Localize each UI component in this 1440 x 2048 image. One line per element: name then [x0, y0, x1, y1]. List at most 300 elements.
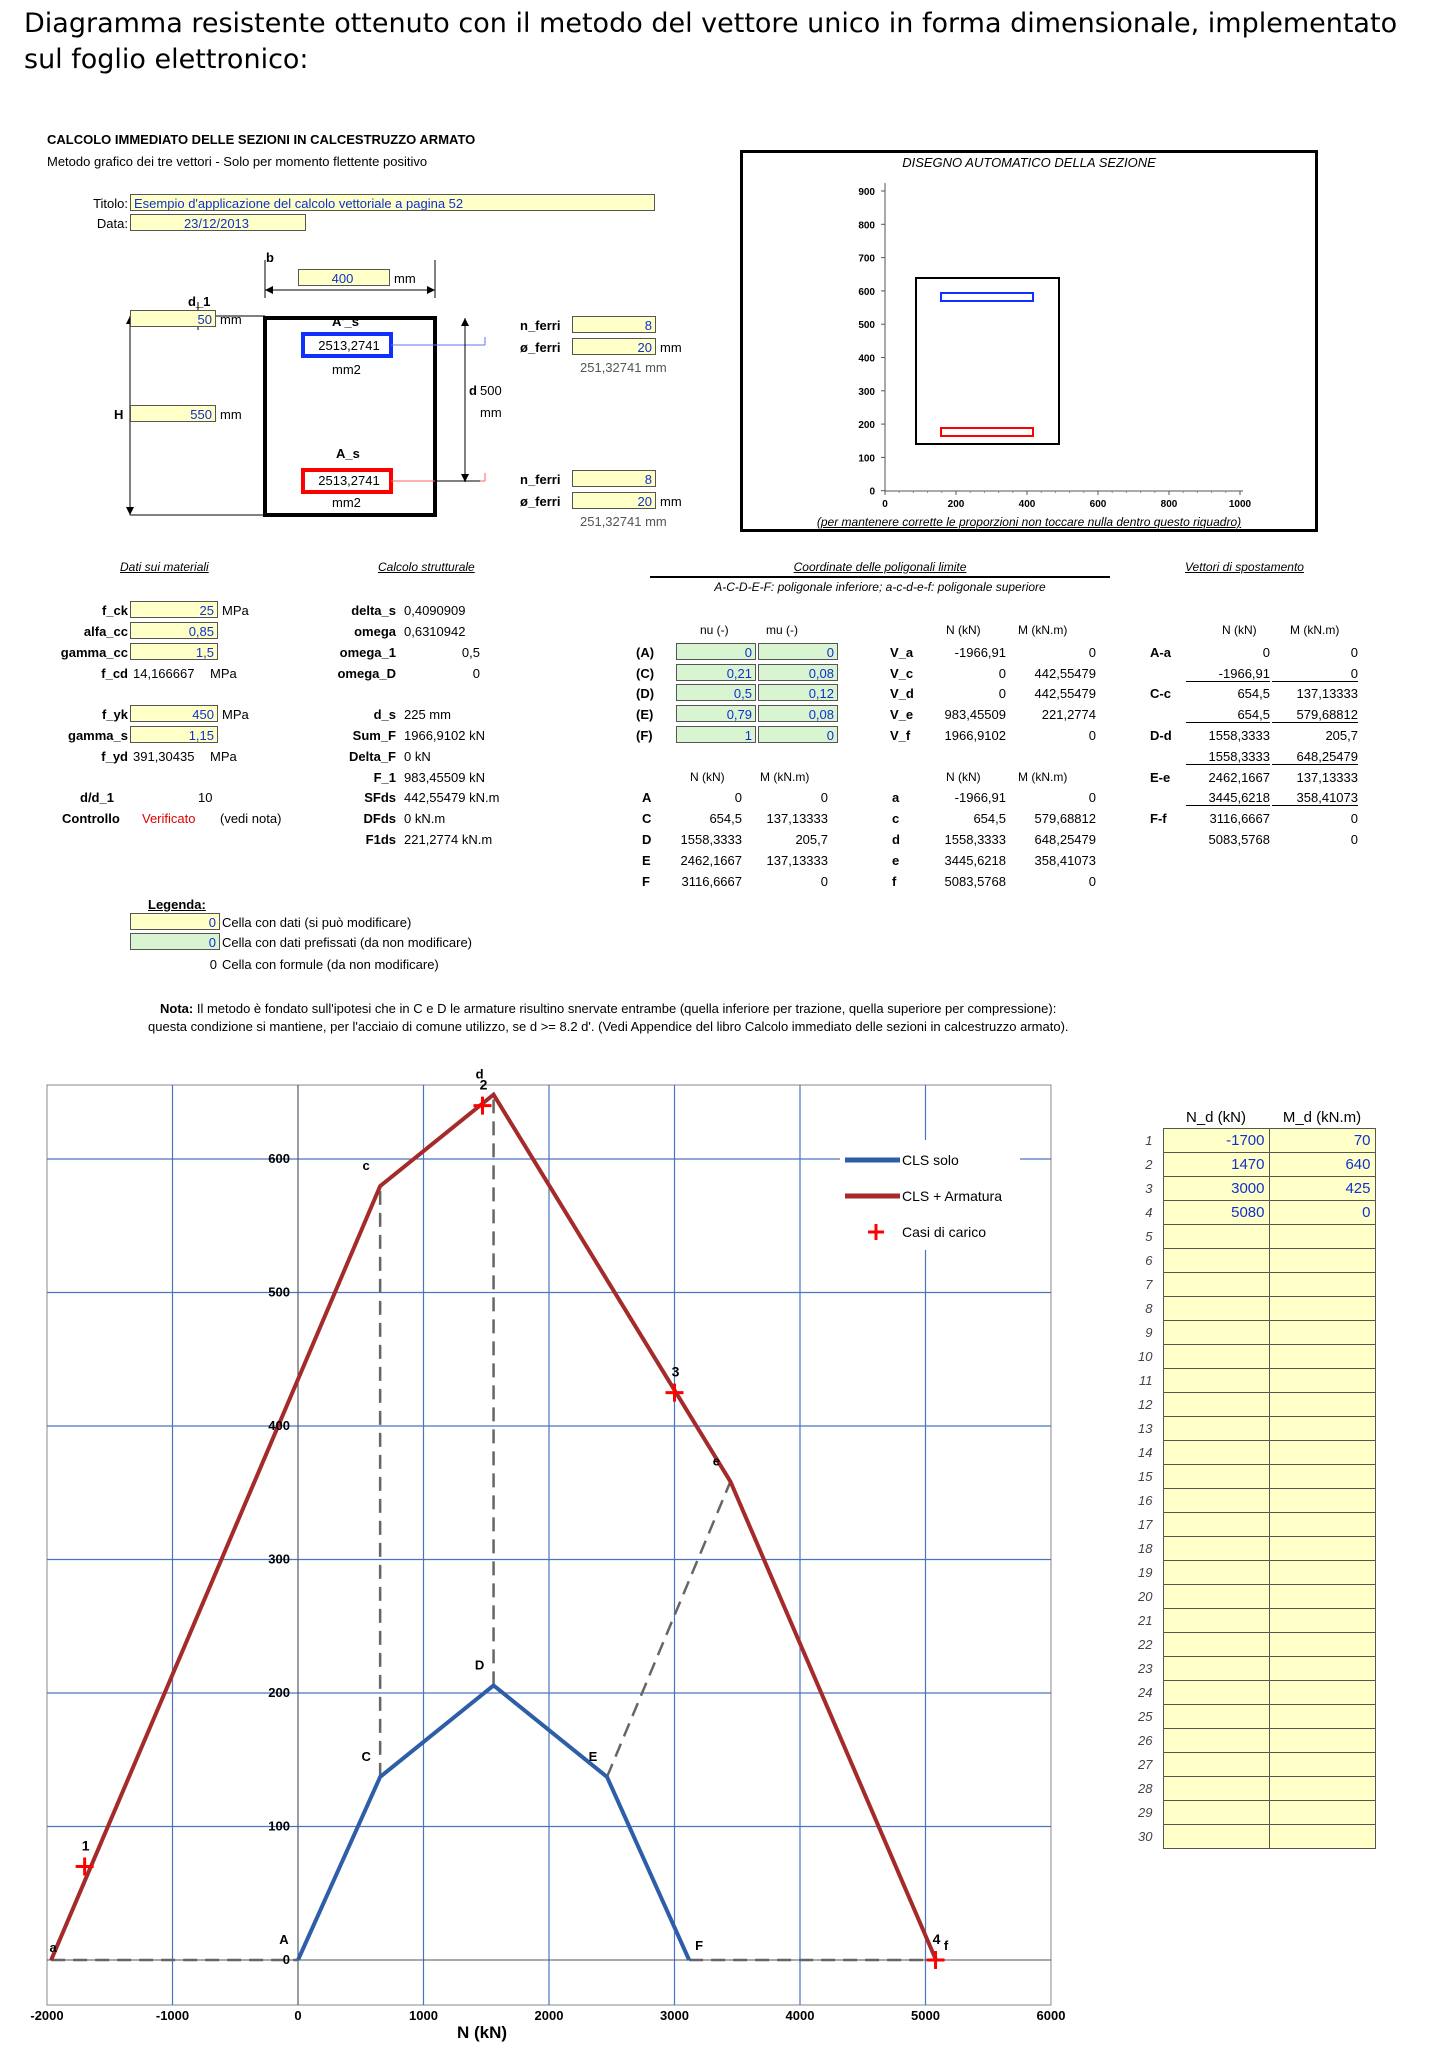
calc-value: 225 mm: [404, 707, 451, 722]
mu-cell: 0,08: [758, 664, 838, 681]
drawing-xtick: 400: [1018, 499, 1036, 510]
load-N-cell[interactable]: [1163, 1537, 1269, 1561]
load-N-cell[interactable]: [1163, 1777, 1269, 1801]
shift-N: 0: [1262, 645, 1270, 660]
As-unit: mm2: [332, 495, 361, 510]
note-line-2: questa condizione si mantiene, per l'acciaio di comune utilizzo, se d >= 8.2 d'. (Vedi Appendice del libro Calcolo immediato delle sezioni in calcestruzzo armato).: [148, 1019, 1069, 1034]
calc-label: omega: [354, 624, 396, 639]
load-N-cell[interactable]: [1163, 1369, 1269, 1393]
load-N-cell[interactable]: [1163, 1273, 1269, 1297]
vec-M: 0: [1088, 645, 1096, 660]
calc-value: 221,2774 kN.m: [404, 832, 493, 847]
load-M-cell[interactable]: 70: [1269, 1129, 1375, 1153]
load-N-cell[interactable]: [1163, 1753, 1269, 1777]
As1-unit: mm2: [332, 362, 361, 377]
load-row: [1117, 1465, 1375, 1489]
n-ferri-bot-input[interactable]: 8: [572, 470, 656, 487]
vec-tag: V_a: [890, 645, 914, 660]
numu-tag: (C): [636, 666, 655, 681]
mu-cell: 0: [758, 643, 838, 660]
lower-N: 0: [734, 790, 742, 805]
load-M-cell[interactable]: [1269, 1753, 1375, 1777]
x-tick-label: 2000: [534, 2008, 564, 2023]
shift-N: 654,5: [1237, 686, 1270, 701]
load-row: [1117, 1609, 1375, 1633]
calc-label: F1ds: [365, 832, 396, 847]
load-N-cell[interactable]: [1163, 1393, 1269, 1417]
calc-value: 1966,9102 kN: [404, 728, 485, 743]
row-index: 15: [1138, 1469, 1153, 1484]
upper-tag: f: [892, 874, 897, 889]
note-bold: Nota:: [160, 1001, 194, 1016]
d-unit: mm: [480, 405, 502, 420]
sheet-subtitle: Metodo grafico dei tre vettori - Solo per momento flettente positivo: [47, 154, 428, 169]
load-M-cell[interactable]: 425: [1269, 1177, 1375, 1201]
load-N-cell[interactable]: 5080: [1163, 1201, 1269, 1225]
load-M-cell[interactable]: [1269, 1825, 1375, 1849]
legend-title: Legenda:: [148, 897, 206, 912]
phi-ferri-top-unit: mm: [660, 340, 682, 355]
x-tick-label: 5000: [911, 2008, 940, 2023]
load-M-cell[interactable]: 640: [1269, 1153, 1375, 1177]
load-M-cell[interactable]: [1269, 1393, 1375, 1417]
y-tick-label: 300: [268, 1551, 290, 1567]
coord-subheader: A-C-D-E-F: poligonale inferiore; a-c-d-e-f: poligonale superiore: [714, 580, 1046, 594]
load-N-cell[interactable]: [1163, 1417, 1269, 1441]
section-drawing-box: [740, 150, 1318, 532]
load-N-cell[interactable]: [1163, 1585, 1269, 1609]
shift-M: 205,7: [1325, 728, 1358, 743]
lower-M: 0: [820, 874, 828, 889]
upper-N: 1558,3333: [944, 832, 1006, 847]
load-N-cell[interactable]: [1163, 1441, 1269, 1465]
upper-M-header: M (kN.m): [1018, 770, 1068, 784]
shift-N-header: N (kN): [1222, 623, 1257, 637]
load-row: [1117, 1273, 1375, 1297]
shift-header: Vettori di spostamento: [1185, 560, 1304, 574]
material-input[interactable]: 25: [130, 601, 218, 618]
intro-text: Diagramma resistente ottenuto con il metodo del vettore unico in forma dimensionale, implementato sul foglio elettronico:: [24, 8, 1398, 75]
shift-M: 0: [1350, 811, 1358, 826]
row-index: 14: [1138, 1445, 1153, 1460]
nu-cell: 0: [676, 643, 756, 660]
vec-tag: V_c: [890, 666, 914, 681]
data-label: Data:: [96, 216, 128, 231]
material-unit: MPa: [222, 603, 249, 618]
load-N-cell[interactable]: [1163, 1465, 1269, 1489]
n-ferri-top-input[interactable]: 8: [572, 316, 656, 333]
load-case-label: 3: [671, 1363, 680, 1380]
load-N-cell[interactable]: [1163, 1561, 1269, 1585]
drawing-ytick: 800: [858, 220, 875, 232]
load-N-cell[interactable]: [1163, 1321, 1269, 1345]
row-index: 19: [1138, 1565, 1153, 1580]
note-line-1: Nota: Il metodo è fondato sull'ipotesi che in C e D le armature risultino snervate entrambe (quella inferiore per trazione, quella superiore per compressione):: [160, 1001, 1057, 1016]
load-row: [1117, 1537, 1375, 1561]
material-label: gamma_cc: [60, 645, 128, 660]
load-row: [1117, 1177, 1375, 1201]
load-case-label: 2: [479, 1076, 488, 1093]
upper-tag: c: [892, 811, 900, 826]
lower-M-header: M (kN.m): [760, 770, 810, 784]
y-tick-label: 0: [282, 1952, 290, 1967]
nu-cell: 1: [676, 726, 756, 743]
chart-legend: [840, 1140, 1020, 1250]
upper-N: 5083,5768: [944, 874, 1006, 889]
drawing-xtick: 600: [1089, 499, 1107, 510]
calc-value: 983,45509 kN: [404, 770, 485, 785]
steel-label: f_yd: [101, 749, 128, 764]
legend-entry: Casi di carico: [902, 1224, 987, 1240]
vertex-label: e: [712, 1453, 721, 1469]
load-row: [1117, 1489, 1375, 1513]
calc-label: Delta_F: [349, 749, 396, 764]
load-M-cell[interactable]: [1269, 1417, 1375, 1441]
load-M-cell[interactable]: [1269, 1801, 1375, 1825]
upper-M: 358,41073: [1034, 853, 1096, 868]
load-N-cell[interactable]: [1163, 1681, 1269, 1705]
vec-tag: V_f: [890, 728, 911, 743]
load-row: [1117, 1441, 1375, 1465]
vertex-label: C: [361, 1748, 371, 1764]
steel-label: gamma_s: [68, 728, 128, 743]
material-value: 14,166667: [133, 666, 195, 681]
load-N-cell[interactable]: [1163, 1609, 1269, 1633]
load-N-cell[interactable]: 1470: [1163, 1153, 1269, 1177]
legend-input-text: Cella con dati (si può modificare): [222, 915, 412, 930]
drawing-ytick: 600: [858, 286, 875, 298]
steel-input[interactable]: 1,15: [130, 726, 218, 743]
lower-M: 137,13333: [766, 853, 828, 868]
material-input[interactable]: 1,5: [130, 643, 218, 660]
material-input[interactable]: 0,85: [130, 622, 218, 639]
drawing-ytick: 900: [858, 187, 875, 198]
load-M-cell[interactable]: [1269, 1681, 1375, 1705]
n-ferri-bot-label: n_ferri: [520, 472, 561, 487]
load-M-cell[interactable]: [1269, 1777, 1375, 1801]
row-index: 23: [1138, 1661, 1153, 1676]
x-tick-label: -1000: [155, 2008, 190, 2023]
load-M-cell[interactable]: [1269, 1585, 1375, 1609]
lower-N: 1558,3333: [680, 832, 742, 847]
calc-label: delta_s: [351, 603, 396, 618]
load-N-cell[interactable]: [1163, 1225, 1269, 1249]
shift-N: -1966,91: [1186, 666, 1270, 682]
load-N-cell[interactable]: [1163, 1825, 1269, 1849]
load-row: [1117, 1297, 1375, 1321]
load-row: [1117, 1129, 1375, 1153]
vertex-label: F: [695, 1938, 704, 1953]
row-index: 21: [1138, 1613, 1153, 1628]
shift-N: 2462,1667: [1208, 770, 1270, 785]
numu-tag: (D): [636, 686, 655, 701]
load-M-cell[interactable]: [1269, 1561, 1375, 1585]
load-M-cell[interactable]: [1269, 1465, 1375, 1489]
row-index: 18: [1138, 1541, 1153, 1556]
d1-input[interactable]: 50: [130, 310, 216, 327]
load-N-cell[interactable]: [1163, 1633, 1269, 1657]
drawing-ytick: 400: [858, 353, 875, 365]
legend-entry: CLS solo: [902, 1152, 959, 1168]
load-row: [1117, 1345, 1375, 1369]
mu-cell: 0: [758, 726, 838, 743]
titolo-input[interactable]: Esempio d'applicazione del calcolo vettoriale a pagina 52: [130, 194, 655, 211]
x-tick-label: -2000: [30, 2008, 64, 2023]
load-N-cell[interactable]: [1163, 1801, 1269, 1825]
load-M-cell[interactable]: [1269, 1321, 1375, 1345]
lower-tag: D: [642, 832, 652, 847]
row-index: 20: [1138, 1589, 1153, 1604]
upper-M: 0: [1088, 874, 1096, 889]
shift-M: 0: [1350, 832, 1358, 847]
shift-tag: A-a: [1150, 645, 1171, 660]
row-index: 22: [1138, 1637, 1153, 1652]
load-row: [1117, 1561, 1375, 1585]
x-tick-label: 1000: [409, 2008, 438, 2023]
vertex-label: A: [279, 1932, 289, 1947]
load-M-cell[interactable]: [1269, 1705, 1375, 1729]
calc-value: 442,55479 kN.m: [404, 790, 500, 805]
row-index: 27: [1138, 1757, 1153, 1772]
material-label: f_cd: [101, 666, 128, 681]
phi-ferri-top-input[interactable]: 20: [572, 338, 656, 355]
y-tick-label: 100: [268, 1818, 290, 1834]
load-M-cell[interactable]: [1269, 1225, 1375, 1249]
load-N-cell[interactable]: [1163, 1705, 1269, 1729]
load-M-cell[interactable]: [1269, 1345, 1375, 1369]
controllo-label: Controllo: [62, 811, 120, 826]
As1-label: A'_s: [332, 314, 359, 329]
load-row: [1117, 1681, 1375, 1705]
shift-N: 3116,6667: [1209, 811, 1270, 826]
H-input[interactable]: 550: [130, 405, 216, 422]
vec-N-header: N (kN): [946, 623, 981, 637]
load-N-cell[interactable]: 3000: [1163, 1177, 1269, 1201]
load-row: [1117, 1201, 1375, 1225]
numu-tag: (A): [636, 645, 655, 660]
sheet-title: CALCOLO IMMEDIATO DELLE SEZIONI IN CALCESTRUZZO ARMATO: [47, 132, 476, 147]
load-N-cell[interactable]: [1163, 1513, 1269, 1537]
load-row: [1117, 1657, 1375, 1681]
shift-M: 579,68812: [1272, 707, 1358, 723]
load-M-cell[interactable]: [1269, 1369, 1375, 1393]
legend-fixed-text: Cella con dati prefissati (da non modificare): [222, 935, 473, 950]
As-value: 2513,2741: [318, 473, 380, 488]
load-M-cell[interactable]: [1269, 1249, 1375, 1273]
calc-value: 0,5: [461, 645, 480, 660]
load-M-cell[interactable]: [1269, 1609, 1375, 1633]
load-M-cell[interactable]: [1269, 1729, 1375, 1753]
row-index: 13: [1138, 1421, 1153, 1436]
upper-N: 654,5: [973, 811, 1006, 826]
vec-tag: V_d: [890, 686, 914, 701]
load-case-label: 4: [932, 1931, 941, 1947]
load-N-cell[interactable]: [1163, 1657, 1269, 1681]
calc-label: d_s: [373, 707, 396, 722]
phi-ferri-bot-input[interactable]: 20: [572, 492, 656, 509]
load-row: [1117, 1729, 1375, 1753]
mu-header: mu (-): [766, 623, 798, 637]
calc-label: Sum_F: [352, 728, 396, 743]
calc-label: SFds: [364, 790, 396, 805]
drawing-ytick: 300: [858, 386, 875, 398]
drawing-title: DISEGNO AUTOMATICO DELLA SEZIONE: [902, 155, 1156, 170]
load-row: [1117, 1777, 1375, 1801]
row-index: 9: [1145, 1325, 1153, 1340]
row-index: 2: [1145, 1157, 1153, 1172]
calc-header: Calcolo strutturale: [378, 560, 475, 574]
vec-N: -1966,91: [954, 645, 1006, 660]
load-N-cell[interactable]: [1163, 1489, 1269, 1513]
vec-N: 0: [998, 666, 1006, 681]
load-row: [1117, 1417, 1375, 1441]
mu-cell: 0,12: [758, 684, 838, 701]
nu-cell: 0,21: [676, 664, 756, 681]
lower-N-header: N (kN): [690, 770, 725, 784]
upper-tag: e: [892, 853, 900, 868]
load-M-cell[interactable]: 0: [1269, 1201, 1375, 1225]
bar-area-top: 251,32741 mm: [580, 360, 667, 375]
lower-M: 205,7: [795, 832, 828, 847]
row-index: 17: [1138, 1517, 1153, 1532]
controllo-status: Verificato: [142, 811, 196, 826]
shift-M: 137,13333: [1296, 770, 1358, 785]
calc-value: 0 kN: [404, 749, 431, 764]
load-N-cell[interactable]: [1163, 1345, 1269, 1369]
lower-M: 0: [820, 790, 828, 805]
lower-M: 137,13333: [766, 811, 828, 826]
calc-label: omega_D: [337, 666, 396, 681]
lower-tag: F: [642, 874, 650, 889]
upper-M: 648,25479: [1034, 832, 1096, 847]
calc-label: DFds: [363, 811, 396, 826]
material-label: f_ck: [101, 603, 128, 618]
x-tick-label: 6000: [1036, 2008, 1066, 2023]
load-row: [1117, 1513, 1375, 1537]
material-unit: MPa: [210, 666, 237, 681]
calc-value: 0,4090909: [404, 603, 466, 618]
H-unit: mm: [220, 407, 242, 422]
load-N-cell[interactable]: [1163, 1729, 1269, 1753]
numu-tag: (F): [636, 728, 653, 743]
load-M-cell[interactable]: [1269, 1657, 1375, 1681]
upper-M: 579,68812: [1034, 811, 1096, 826]
lower-tag: E: [642, 853, 651, 868]
b-input[interactable]: 400: [298, 269, 390, 286]
y-tick-label: 400: [268, 1418, 290, 1433]
vertex-label: f: [943, 1938, 949, 1953]
nu-header: nu (-): [700, 623, 729, 637]
calc-label: omega_1: [339, 645, 396, 660]
drawing-xtick: 200: [947, 499, 965, 510]
row-index: 6: [1145, 1253, 1153, 1268]
load-N-cell[interactable]: -1700: [1163, 1129, 1269, 1153]
shift-N: 5083,5768: [1208, 832, 1270, 847]
lower-tag: A: [642, 790, 652, 805]
load-M-header: M_d (kN.m): [1282, 1109, 1362, 1126]
vec-N: 983,45509: [944, 707, 1006, 722]
load-cases-table: [1117, 1108, 1376, 1849]
load-M-cell[interactable]: [1269, 1273, 1375, 1297]
d-label: d: [469, 383, 477, 398]
steel-unit: MPa: [222, 707, 249, 722]
As1-value: 2513,2741: [318, 338, 380, 353]
row-index: 25: [1138, 1709, 1153, 1724]
row-index: 24: [1138, 1685, 1153, 1700]
d1-unit: mm: [220, 312, 242, 327]
drawing-ytick: 0: [869, 486, 875, 498]
d-value: 500: [480, 383, 502, 398]
nu-cell: 0,5: [676, 684, 756, 701]
row-index: 8: [1145, 1301, 1153, 1316]
load-row: [1117, 1393, 1375, 1417]
vec-M: 442,55479: [1034, 666, 1096, 681]
legend-formula-text: Cella con formule (da non modificare): [222, 957, 439, 972]
load-M-cell[interactable]: [1269, 1633, 1375, 1657]
row-index: 29: [1138, 1805, 1153, 1820]
calc-value: 0 kN.m: [404, 811, 446, 826]
lower-tag: C: [642, 811, 652, 826]
H-label: H: [114, 407, 124, 422]
y-tick-label: 600: [268, 1151, 290, 1166]
y-tick-label: 200: [268, 1685, 290, 1700]
shift-N: 1558,3333: [1186, 749, 1270, 765]
bar-area-bot: 251,32741 mm: [580, 514, 667, 529]
upper-tag: d: [892, 832, 900, 847]
shift-M: 137,13333: [1296, 686, 1358, 701]
legend-input-cell: 0: [130, 913, 220, 930]
load-N-cell[interactable]: [1163, 1297, 1269, 1321]
load-M-cell[interactable]: [1269, 1537, 1375, 1561]
load-row: [1117, 1249, 1375, 1273]
load-M-cell[interactable]: [1269, 1297, 1375, 1321]
titolo-label: Titolo:: [93, 196, 128, 211]
steel-input[interactable]: 450: [130, 705, 218, 722]
x-tick-label: 4000: [785, 2008, 815, 2023]
row-index: 1: [1145, 1133, 1153, 1148]
upper-N-header: N (kN): [946, 770, 981, 784]
vec-M-header: M (kN.m): [1018, 623, 1068, 637]
row-index: 5: [1145, 1229, 1153, 1244]
shift-N: 654,5: [1186, 707, 1270, 723]
material-label: alfa_cc: [83, 624, 128, 639]
load-M-cell[interactable]: [1269, 1513, 1375, 1537]
row-index: 4: [1145, 1205, 1153, 1220]
row-index: 11: [1139, 1373, 1153, 1388]
nu-cell: 0,79: [676, 705, 756, 722]
row-index: 10: [1138, 1349, 1153, 1364]
load-M-cell[interactable]: [1269, 1441, 1375, 1465]
drawing-xtick: 0: [882, 499, 888, 510]
n-ferri-top-label: n_ferri: [520, 318, 561, 333]
load-row: [1117, 1153, 1375, 1177]
steel-label: f_yk: [101, 707, 128, 722]
load-N-cell[interactable]: [1163, 1249, 1269, 1273]
load-case-label: 1: [81, 1837, 90, 1854]
drawing-plot: [743, 173, 1315, 513]
legend-entry: CLS + Armatura: [902, 1188, 1002, 1204]
row-index: 28: [1138, 1781, 1153, 1796]
drawing-ytick: 100: [858, 453, 875, 465]
row-index: 3: [1145, 1181, 1153, 1196]
upper-N: 3445,6218: [944, 853, 1006, 868]
load-row: [1117, 1801, 1375, 1825]
load-M-cell[interactable]: [1269, 1489, 1375, 1513]
vertex-label: d: [475, 1066, 484, 1082]
x-tick-label: 3000: [660, 2008, 689, 2023]
data-input[interactable]: 23/12/2013: [130, 214, 306, 231]
lower-N: 2462,1667: [680, 853, 742, 868]
